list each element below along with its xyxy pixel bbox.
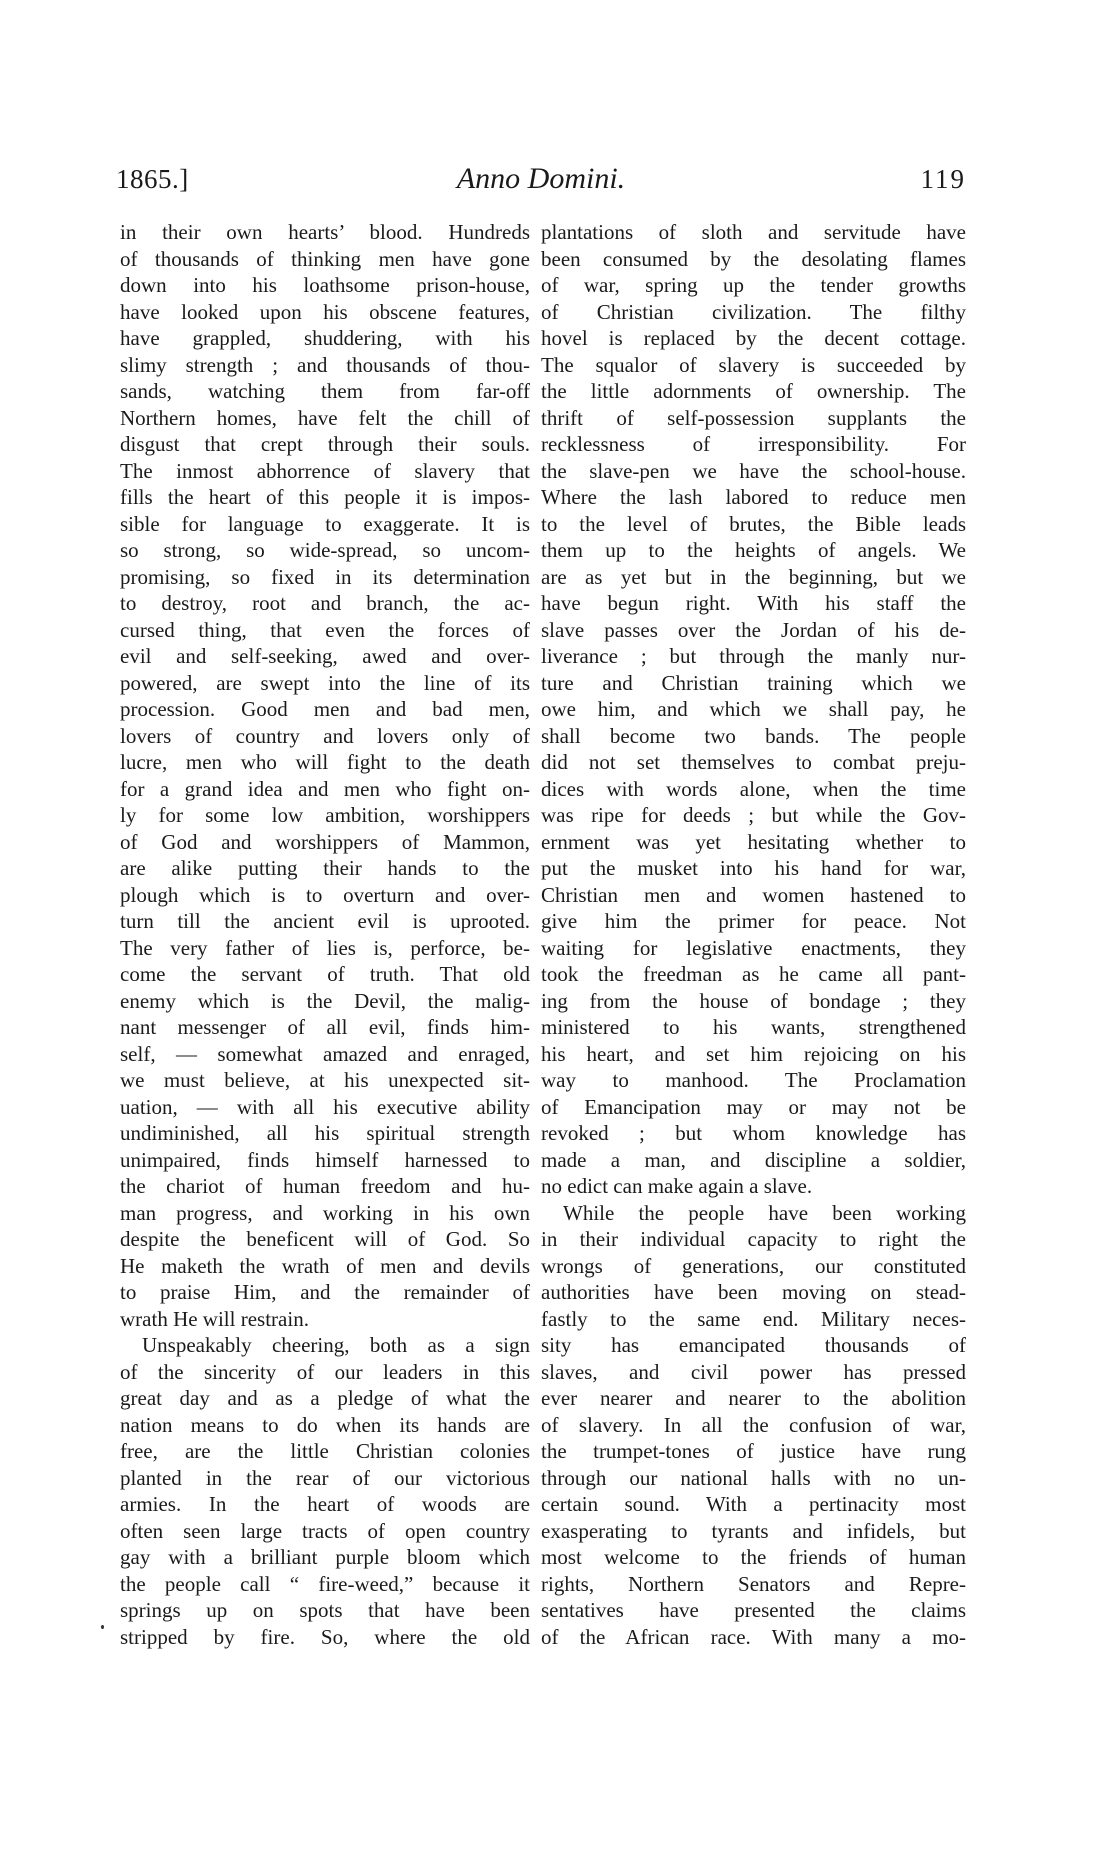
text-line: The inmost abhorrence of slavery that: [120, 458, 530, 483]
text-line: give him the primer for peace. Not: [541, 909, 966, 933]
text-line: took the freedman as he came all pant-: [541, 962, 966, 986]
text-line: procession. Good men and bad men,: [120, 697, 530, 721]
text-line: have begun right. With his staff the: [541, 591, 966, 615]
text-line: dices with words alone, when the time: [541, 776, 966, 801]
text-line: great day and as a pledge of what the: [120, 1386, 530, 1410]
text-line: certain sound. With a pertinacity most: [541, 1492, 966, 1516]
text-line: them up to the heights of angels. We: [541, 538, 966, 562]
scan-speck: [101, 1625, 104, 1629]
text-line: Christian men and women hastened to: [541, 882, 966, 907]
text-line: man progress, and working in his own: [120, 1200, 530, 1225]
text-line: authorities have been moving on stead-: [541, 1280, 966, 1304]
text-line: was ripe for deeds ; but while the Gov-: [541, 803, 966, 827]
text-line: ernment was yet hesitating whether to: [541, 829, 966, 854]
text-line: thrift of self-possession supplants the: [541, 405, 966, 430]
text-line: lucre, men who will fight to the death: [120, 750, 530, 774]
text-line: of slavery. In all the confusion of war,: [541, 1412, 966, 1437]
text-line: Northern homes, have felt the chill of: [120, 405, 530, 430]
text-line: of the African race. With many a mo-: [541, 1624, 966, 1649]
text-line: we must believe, at his unexpected sit-: [120, 1068, 530, 1092]
text-line: fills the heart of this people it is impos-: [120, 485, 530, 509]
text-line: waiting for legislative enactments, they: [541, 935, 966, 960]
text-line: have grappled, shuddering, with his: [120, 326, 530, 350]
text-line: of the sincerity of our leaders in this: [120, 1359, 530, 1384]
text-line: uation, — with all his executive ability: [120, 1094, 530, 1119]
text-line: cursed thing, that even the forces of: [120, 617, 530, 642]
text-line: made a man, and discipline a soldier,: [541, 1147, 966, 1172]
text-line: planted in the rear of our victorious: [120, 1465, 530, 1490]
text-line: ever nearer and nearer to the abolition: [541, 1386, 966, 1410]
text-line: rights, Northern Senators and Repre-: [541, 1571, 966, 1596]
page-number: 119: [920, 164, 966, 194]
text-line: the slave-pen we have the school-house.: [541, 458, 966, 483]
text-line: of God and worshippers of Mammon,: [120, 829, 530, 854]
text-line: of war, spring up the tender growths: [541, 273, 966, 297]
text-line: shall become two bands. The people: [541, 723, 966, 748]
text-line: often seen large tracts of open country: [120, 1518, 530, 1543]
text-line: no edict can make again a slave.: [541, 1174, 813, 1198]
text-line: the trumpet-tones of justice have rung: [541, 1439, 966, 1463]
text-line: Unspeakably cheering, both as a sign: [142, 1333, 530, 1357]
text-line: for a grand idea and men who fight on-: [120, 776, 530, 801]
text-line: the chariot of human freedom and hu-: [120, 1174, 530, 1198]
text-line: While the people have been working: [563, 1200, 966, 1225]
text-line: despite the beneficent will of God. So: [120, 1227, 530, 1251]
text-line: so strong, so wide-spread, so uncom-: [120, 538, 530, 562]
text-line: sity has emancipated thousands of: [541, 1333, 966, 1357]
text-line: recklessness of irresponsibility. For: [541, 432, 966, 456]
text-line: undiminished, all his spiritual strength: [120, 1121, 530, 1145]
text-line: stripped by fire. So, where the old: [120, 1624, 530, 1649]
text-line: enemy which is the Devil, the malig-: [120, 988, 530, 1013]
text-line: the little adornments of ownership. The: [541, 379, 966, 403]
text-line: have looked upon his obscene features,: [120, 299, 530, 324]
text-line: through our national halls with no un-: [541, 1465, 966, 1490]
text-line: come the servant of truth. That old: [120, 962, 530, 986]
text-line: nation means to do when its hands are: [120, 1412, 530, 1437]
text-line: exasperating to tyrants and infidels, but: [541, 1518, 966, 1543]
text-line: of Emancipation may or may not be: [541, 1094, 966, 1119]
text-line: sands, watching them from far-off: [120, 379, 530, 403]
header-title: Anno Domini.: [456, 162, 626, 195]
text-line: down into his loathsome prison-house,: [120, 273, 530, 297]
text-line: did not set themselves to combat preju-: [541, 750, 966, 774]
text-line: of thousands of thinking men have gone: [120, 246, 530, 271]
text-line: ly for some low ambition, worshippers: [120, 803, 530, 827]
text-line: Where the lash labored to reduce men: [541, 485, 966, 509]
text-line: been consumed by the desolating flames: [541, 246, 966, 271]
header-year: 1865.]: [116, 164, 189, 194]
text-line: plough which is to overturn and over-: [120, 882, 530, 907]
text-line: are alike putting their hands to the: [120, 856, 530, 880]
text-line: The very father of lies is, perforce, be-: [120, 935, 530, 960]
text-line: self, — somewhat amazed and enraged,: [120, 1041, 530, 1066]
text-line: liverance ; but through the manly nur-: [541, 644, 966, 668]
text-line: owe him, and which we shall pay, he: [541, 697, 966, 721]
text-column-left: [120, 219, 530, 1650]
text-line: are as yet but in the beginning, but we: [541, 564, 966, 589]
text-line: slave passes over the Jordan of his de-: [541, 617, 966, 642]
text-line: way to manhood. The Proclamation: [541, 1068, 966, 1092]
text-line: free, are the little Christian colonies: [120, 1439, 530, 1463]
text-line: plantations of sloth and servitude have: [541, 220, 966, 244]
text-line: The squalor of slavery is succeeded by: [541, 352, 966, 377]
text-line: nant messenger of all evil, finds him-: [120, 1015, 530, 1039]
text-line: hovel is replaced by the decent cottage.: [541, 326, 966, 350]
text-line: slaves, and civil power has pressed: [541, 1359, 966, 1384]
text-line: sentatives have presented the claims: [541, 1598, 966, 1622]
text-line: fastly to the same end. Military neces-: [541, 1306, 966, 1331]
text-line: to destroy, root and branch, the ac-: [120, 591, 530, 615]
text-line: springs up on spots that have been: [120, 1598, 530, 1622]
text-line: slimy strength ; and thousands of thou-: [120, 352, 530, 377]
text-line: ture and Christian training which we: [541, 670, 966, 695]
text-line: wrath He will restrain.: [120, 1306, 309, 1331]
text-line: the people call “ fire-weed,” because it: [120, 1571, 530, 1596]
text-line: his heart, and set him rejoicing on his: [541, 1041, 966, 1066]
text-line: wrongs of generations, our constituted: [541, 1253, 966, 1278]
text-line: in their individual capacity to right the: [541, 1227, 966, 1251]
text-line: lovers of country and lovers only of: [120, 723, 530, 748]
running-header: [116, 160, 966, 196]
text-line: in their own hearts’ blood. Hundreds: [120, 220, 530, 244]
text-line: to the level of brutes, the Bible leads: [541, 511, 966, 536]
text-line: gay with a brilliant purple bloom which: [120, 1545, 530, 1569]
text-line: He maketh the wrath of men and devils: [120, 1253, 530, 1278]
text-line: unimpaired, finds himself harnessed to: [120, 1147, 530, 1172]
text-line: promising, so fixed in its determination: [120, 564, 530, 589]
text-line: ministered to his wants, strengthened: [541, 1015, 966, 1039]
text-line: powered, are swept into the line of its: [120, 670, 530, 695]
text-line: most welcome to the friends of human: [541, 1545, 966, 1569]
text-line: turn till the ancient evil is uprooted.: [120, 909, 530, 933]
text-line: of Christian civilization. The filthy: [541, 299, 966, 324]
text-line: armies. In the heart of woods are: [120, 1492, 530, 1516]
text-line: put the musket into his hand for war,: [541, 856, 966, 880]
text-line: evil and self-seeking, awed and over-: [120, 644, 530, 668]
text-line: to praise Him, and the remainder of: [120, 1280, 530, 1304]
text-line: ing from the house of bondage ; they: [541, 988, 966, 1013]
text-line: revoked ; but whom knowledge has: [541, 1121, 966, 1145]
text-line: sible for language to exaggerate. It is: [120, 511, 530, 536]
text-column-right: [541, 219, 966, 1650]
text-line: disgust that crept through their souls.: [120, 432, 530, 456]
